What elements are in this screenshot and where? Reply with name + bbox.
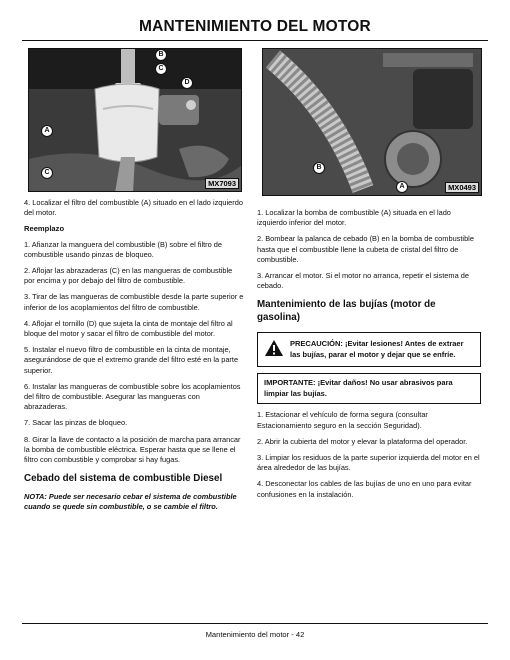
list-item: 3. Tirar de las mangueras de combustible desde la parte superior e inferior de los acoplamientos del filtro de combustible. xyxy=(24,292,244,312)
list-item: 3. Limpiar los residuos de la parte superior izquierda del motor en el área alrededor de las bujías. xyxy=(257,453,480,473)
list-item: 6. Instalar las mangueras de combustible sobre los acoplamientos del filtro de combustible. Asegurar las mangueras con abrazaderas. xyxy=(24,381,241,412)
list-item: 8. Girar la llave de contacto a la posición de marcha para arrancar la bomba de combustible eléctrica. Esperar hasta que se llene el filtro con combustible y comprobar si hay fugas. xyxy=(24,434,241,465)
page-title: MANTENIMIENTO DEL MOTOR xyxy=(139,18,371,35)
left-column xyxy=(24,198,244,518)
list-item: 2. Aflojar las abrazaderas (C) en las mangueras de combustible por encima y por debajo del filtro de combustible. xyxy=(24,266,233,286)
list-item: 1. Estacionar el vehículo de forma segura (consultar Estacionamiento seguro en la sección Seguridad). xyxy=(257,410,428,430)
list-item: 4. Desconectar los cables de las bujías de uno en uno para evitar confusiones en la instalación. xyxy=(257,479,472,499)
callout-c-top: C xyxy=(155,63,167,75)
callout-b-right: B xyxy=(313,162,325,174)
page-footer: Mantenimiento del motor - 42 xyxy=(205,630,305,639)
warning-icon xyxy=(264,339,284,357)
list-item: 7. Sacar las pinzas de bloqueo. xyxy=(24,418,128,428)
section-title-bujias: Mantenimiento de las bujías (motor de gasolina) xyxy=(257,299,436,323)
callout-a-right: A xyxy=(396,181,408,193)
list-item: 1. Afianzar la manguera del combustible (B) sobre el filtro de combustible usando pinzas de bloqueo. xyxy=(24,239,223,259)
callout-b: B xyxy=(155,49,167,61)
list-item: 3. Arrancar el motor. Si el motor no arranca, repetir el sistema de cebado. xyxy=(257,271,469,291)
caution-text: PRECAUCIÓN: ¡Evitar lesiones! Antes de extraer las bujías, parar el motor y dejar que se enfríe. xyxy=(290,339,464,359)
subhead-reemplazo: Reemplazo xyxy=(24,224,65,234)
photo-code: MX7093 xyxy=(205,178,239,189)
callout-c-bottom: C xyxy=(41,167,53,179)
list-item: 2. Bombear la palanca de cebado (B) en la bomba de combustible hasta que el combustible llene la cubeta de cristal del filtro de combustible. xyxy=(257,234,474,264)
right-column xyxy=(257,208,481,506)
header-rule xyxy=(22,40,488,41)
photo-code-right: MX0493 xyxy=(445,182,479,193)
list-item: 5. Instalar el nuevo filtro de combustible en la cinta de montaje, asegurándose de que el extremo grande del filtro esté en la parte superior. xyxy=(24,345,239,375)
list-item: 2. Abrir la cubierta del motor y elevar la plataforma del operador. xyxy=(257,436,468,446)
fuel-filter-illustration xyxy=(29,49,242,192)
footer-rule xyxy=(22,623,488,624)
callout-a: A xyxy=(41,125,53,137)
fuel-filter-photo xyxy=(28,48,242,192)
list-item: 1. Localizar la bomba de combustible (A) situada en el lado izquierdo inferior del motor. xyxy=(257,208,451,228)
section-title-diesel: Cebado del sistema de combustible Diesel xyxy=(24,473,223,485)
note-text: NOTA: Puede ser necesario cebar el sistema de combustible cuando se quede sin combustible, o se cambie el filtro. xyxy=(24,491,237,511)
important-box: IMPORTANTE: ¡Evitar daños! No usar abrasivos para limpiar las bujías. xyxy=(257,373,481,404)
caution-box xyxy=(257,332,481,367)
fuel-pump-illustration xyxy=(263,49,482,196)
list-item: 4. Aflojar el tornillo (D) que sujeta la cinta de montaje del filtro al bloque del motor y sacar el filtro de combustible del motor. xyxy=(24,318,233,339)
fuel-pump-photo xyxy=(262,48,482,196)
callout-d: D xyxy=(181,77,193,89)
intro-step: 4. Localizar el filtro del combustible (A) situado en el lado izquierdo del motor. xyxy=(24,198,243,218)
